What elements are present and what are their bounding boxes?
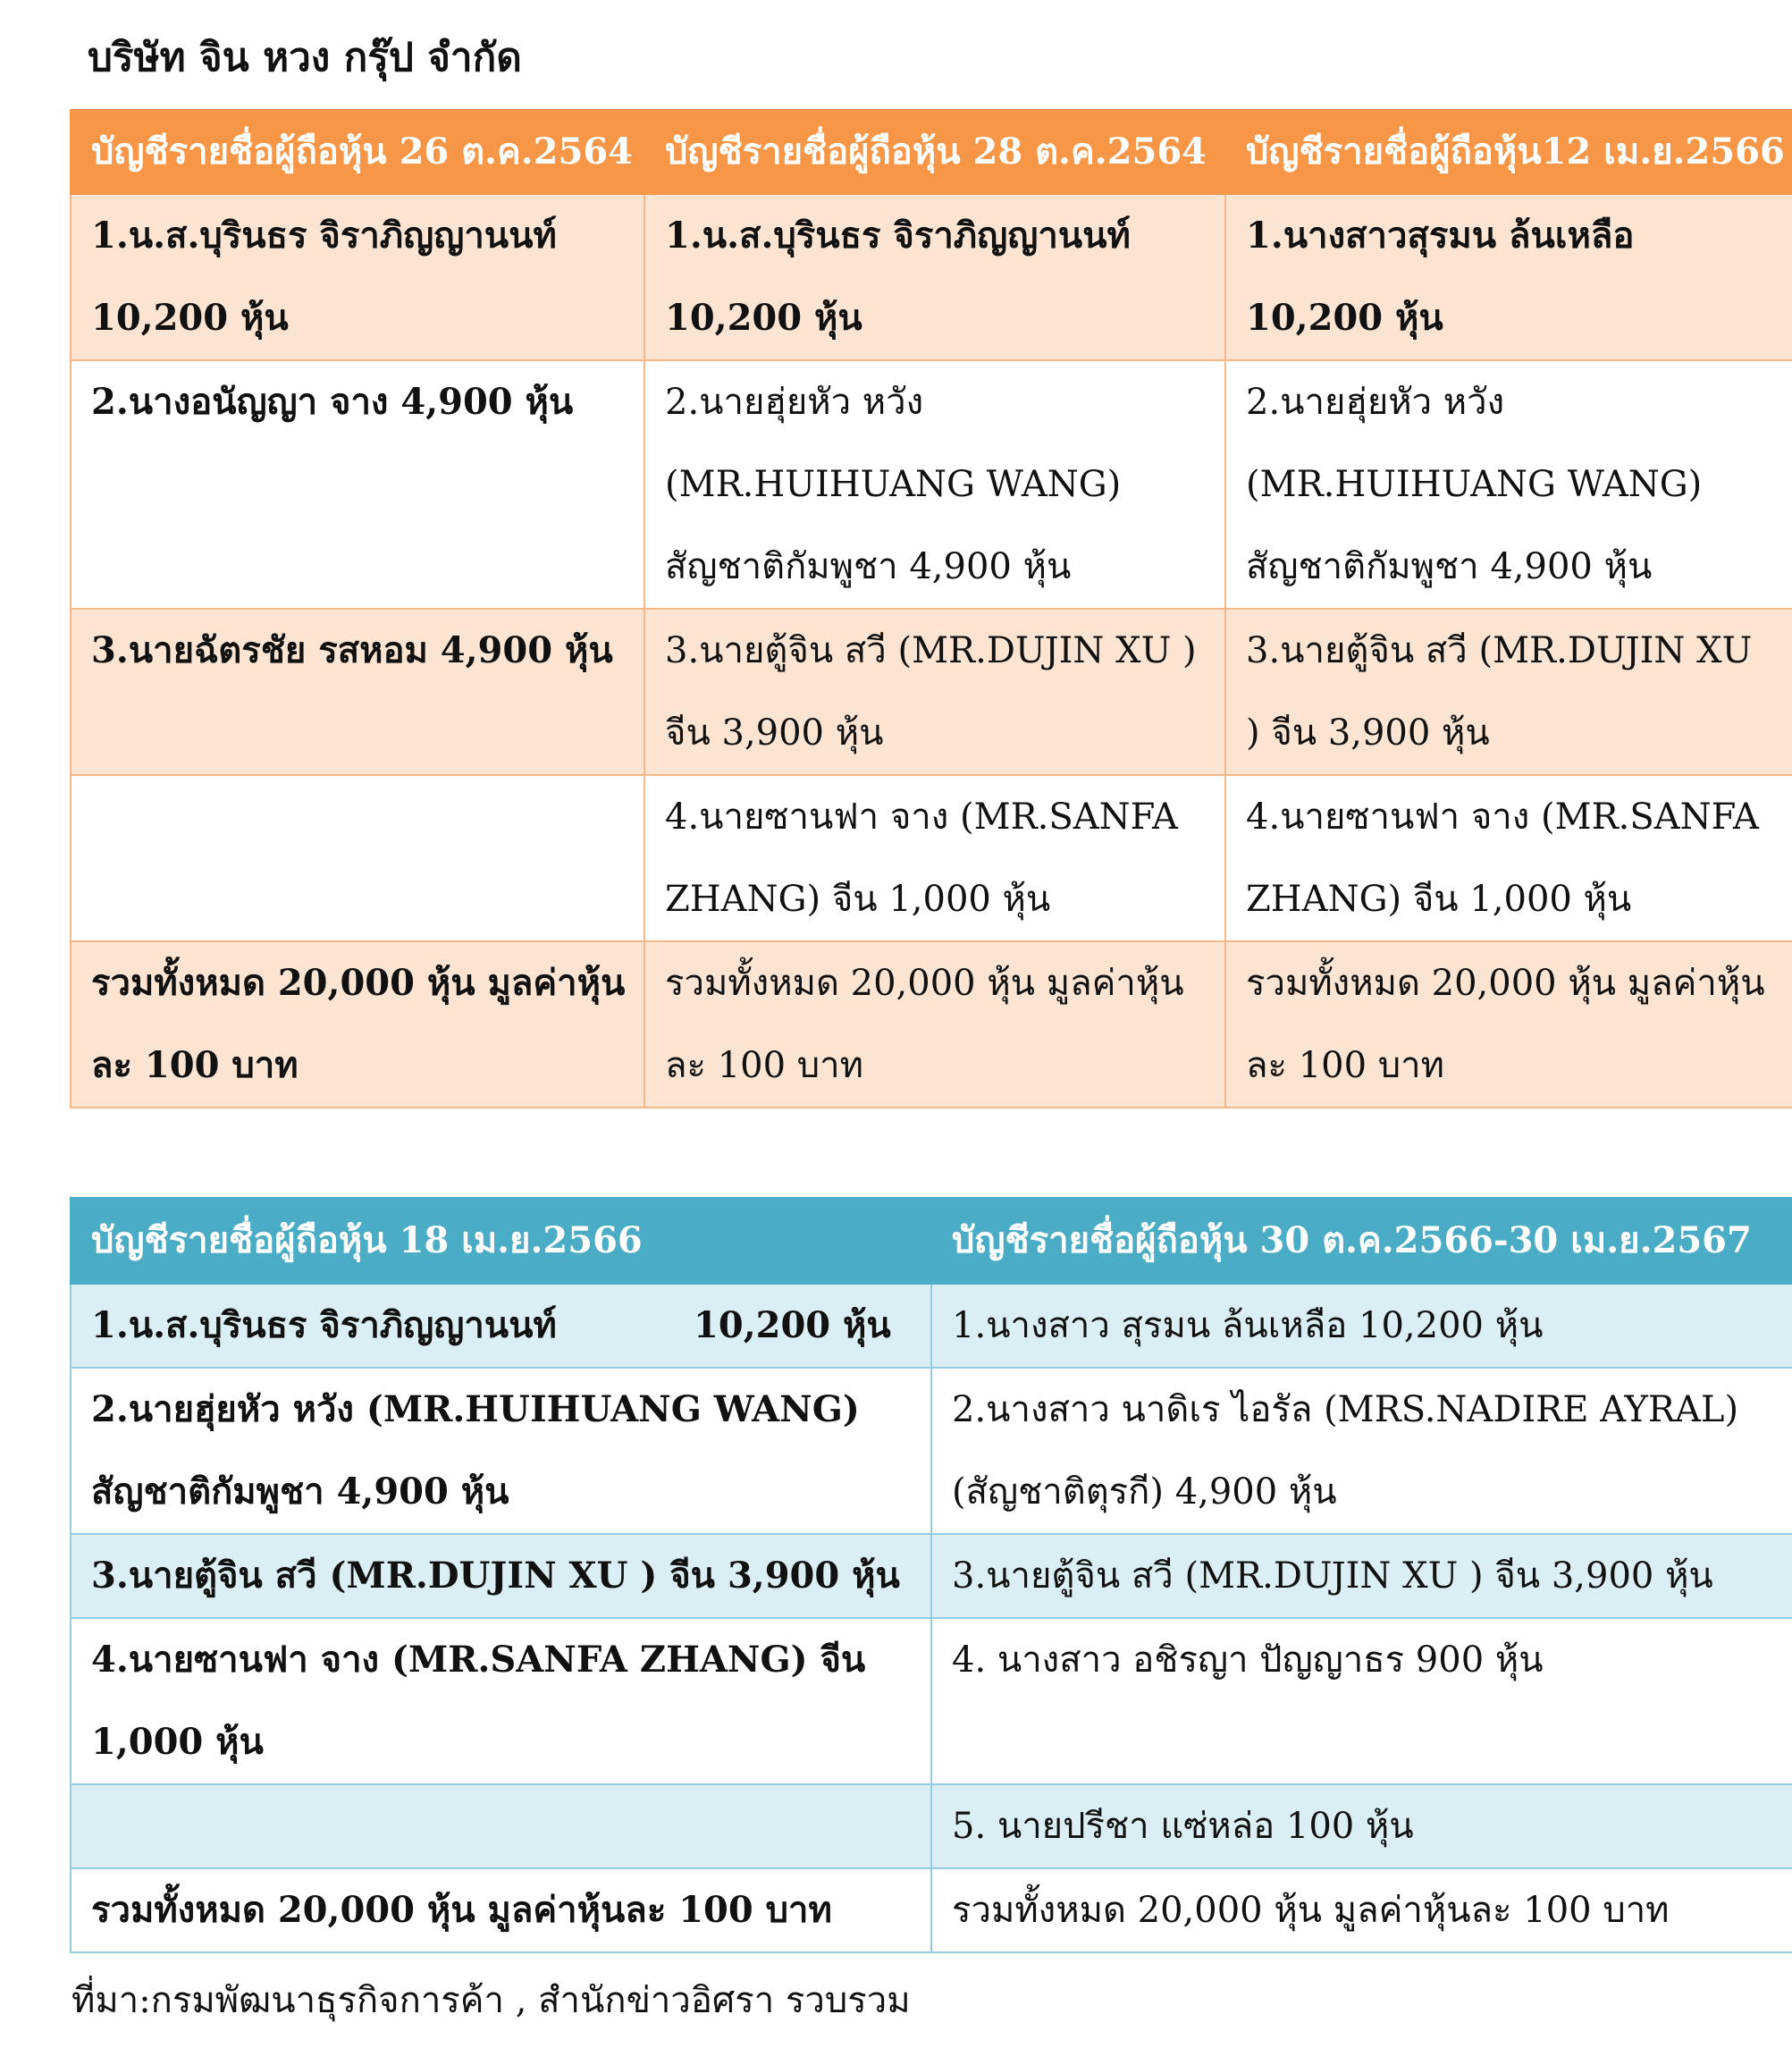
table-row-total bbox=[71, 1868, 1792, 1952]
table-header-row bbox=[71, 110, 1792, 194]
table-row-total bbox=[71, 941, 1792, 1108]
table-cell: 2.นายฮุ่ยหัว หวัง (MR.HUIHUANG WANG) สัญชาติกัมพูชา 4,900 หุ้น bbox=[644, 360, 1225, 609]
table-cell: 1.น.ส.บุรินธร จิราภิญญานนท์ 10,200 หุ้น bbox=[644, 194, 1225, 360]
table-row bbox=[71, 194, 1792, 360]
column-header: บัญชีรายชื่อผู้ถือหุ้น 18 เม.ย.2566 bbox=[71, 1198, 931, 1284]
table-cell: รวมทั้งหมด 20,000 หุ้น มูลค่าหุ้นละ 100 บาท bbox=[931, 1868, 1792, 1952]
table-cell: 3.นายตู้จิน สวี (MR.DUJIN XU ) จีน 3,900 หุ้น bbox=[644, 609, 1225, 775]
table-cell: 2.นายฮุ่ยหัว หวัง (MR.HUIHUANG WANG) สัญชาติกัมพูชา 4,900 หุ้น bbox=[1225, 360, 1792, 609]
table-cell: รวมทั้งหมด 20,000 หุ้น มูลค่าหุ้นละ 100 บาท bbox=[71, 941, 644, 1108]
table-cell: 2.นายฮุ่ยหัว หวัง (MR.HUIHUANG WANG) สัญชาติกัมพูชา 4,900 หุ้น bbox=[71, 1368, 931, 1534]
table-cell: 4. นางสาว อชิรญา ปัญญาธร 900 หุ้น bbox=[931, 1618, 1792, 1784]
table-cell: 1.นางสาวสุรมน ล้นเหลือ 10,200 หุ้น bbox=[1225, 194, 1792, 360]
table-row bbox=[71, 609, 1792, 775]
table-cell: รวมทั้งหมด 20,000 หุ้น มูลค่าหุ้นละ 100 บาท bbox=[644, 941, 1225, 1108]
table-row bbox=[71, 1784, 1792, 1868]
table-header-row bbox=[71, 1198, 1792, 1284]
company-title: บริษัท จิน หวง กรุ๊ป จำกัด bbox=[88, 35, 522, 80]
table-cell: 3.นายตู้จิน สวี (MR.DUJIN XU ) จีน 3,900 หุ้น bbox=[1225, 609, 1792, 775]
column-header: บัญชีรายชื่อผู้ถือหุ้น 26 ต.ค.2564 bbox=[71, 110, 644, 194]
source-note: ที่มา:กรมพัฒนาธุรกิจการค้า , สำนักข่าวอิศรา รวบรวม bbox=[72, 1980, 911, 2021]
table-cell: 1.นางสาว สุรมน ล้นเหลือ 10,200 หุ้น bbox=[931, 1284, 1792, 1368]
table-cell: 3.นายตู้จิน สวี (MR.DUJIN XU ) จีน 3,900 หุ้น bbox=[71, 1534, 931, 1618]
table-row bbox=[71, 1284, 1792, 1368]
shareholder-table-2566-2567 bbox=[70, 1197, 1792, 1953]
table-cell: รวมทั้งหมด 20,000 หุ้น มูลค่าหุ้นละ 100 บาท bbox=[1225, 941, 1792, 1108]
table-cell: 3.นายฉัตรชัย รสหอม 4,900 หุ้น bbox=[71, 609, 644, 775]
column-header: บัญชีรายชื่อผู้ถือหุ้น 30 ต.ค.2566-30 เม.ย.2567 bbox=[931, 1198, 1792, 1284]
table-row bbox=[71, 775, 1792, 941]
table-row bbox=[71, 1618, 1792, 1784]
table-cell: 4.นายซานฟา จาง (MR.SANFA ZHANG) จีน 1,000 หุ้น bbox=[71, 1618, 931, 1784]
shareholder-table-2564-2566 bbox=[70, 109, 1792, 1108]
table-row bbox=[71, 360, 1792, 609]
table-cell: 3.นายตู้จิน สวี (MR.DUJIN XU ) จีน 3,900 หุ้น bbox=[931, 1534, 1792, 1618]
table-cell: 5. นายปรีชา แซ่หล่อ 100 หุ้น bbox=[931, 1784, 1792, 1868]
table-cell bbox=[71, 1784, 931, 1868]
table-cell: 2.นางสาว นาดิเร ไอรัล (MRS.NADIRE AYRAL) (สัญชาติตุรกี) 4,900 หุ้น bbox=[931, 1368, 1792, 1534]
table-cell: 4.นายซานฟา จาง (MR.SANFA ZHANG) จีน 1,000 หุ้น bbox=[1225, 775, 1792, 941]
table-row bbox=[71, 1534, 1792, 1618]
table-cell: 4.นายซานฟา จาง (MR.SANFA ZHANG) จีน 1,000 หุ้น bbox=[644, 775, 1225, 941]
table-cell bbox=[71, 775, 644, 941]
column-header: บัญชีรายชื่อผู้ถือหุ้น12 เม.ย.2566 bbox=[1225, 110, 1792, 194]
table-cell: 1.น.ส.บุรินธร จิราภิญญานนท์ 10,200 หุ้น bbox=[71, 194, 644, 360]
table-cell: 2.นางอนัญญา จาง 4,900 หุ้น bbox=[71, 360, 644, 609]
table-cell: รวมทั้งหมด 20,000 หุ้น มูลค่าหุ้นละ 100 บาท bbox=[71, 1868, 931, 1952]
column-header: บัญชีรายชื่อผู้ถือหุ้น 28 ต.ค.2564 bbox=[644, 110, 1225, 194]
table-cell: 1.น.ส.บุรินธร จิราภิญญานนท์ 10,200 หุ้น bbox=[71, 1284, 931, 1368]
table-row bbox=[71, 1368, 1792, 1534]
